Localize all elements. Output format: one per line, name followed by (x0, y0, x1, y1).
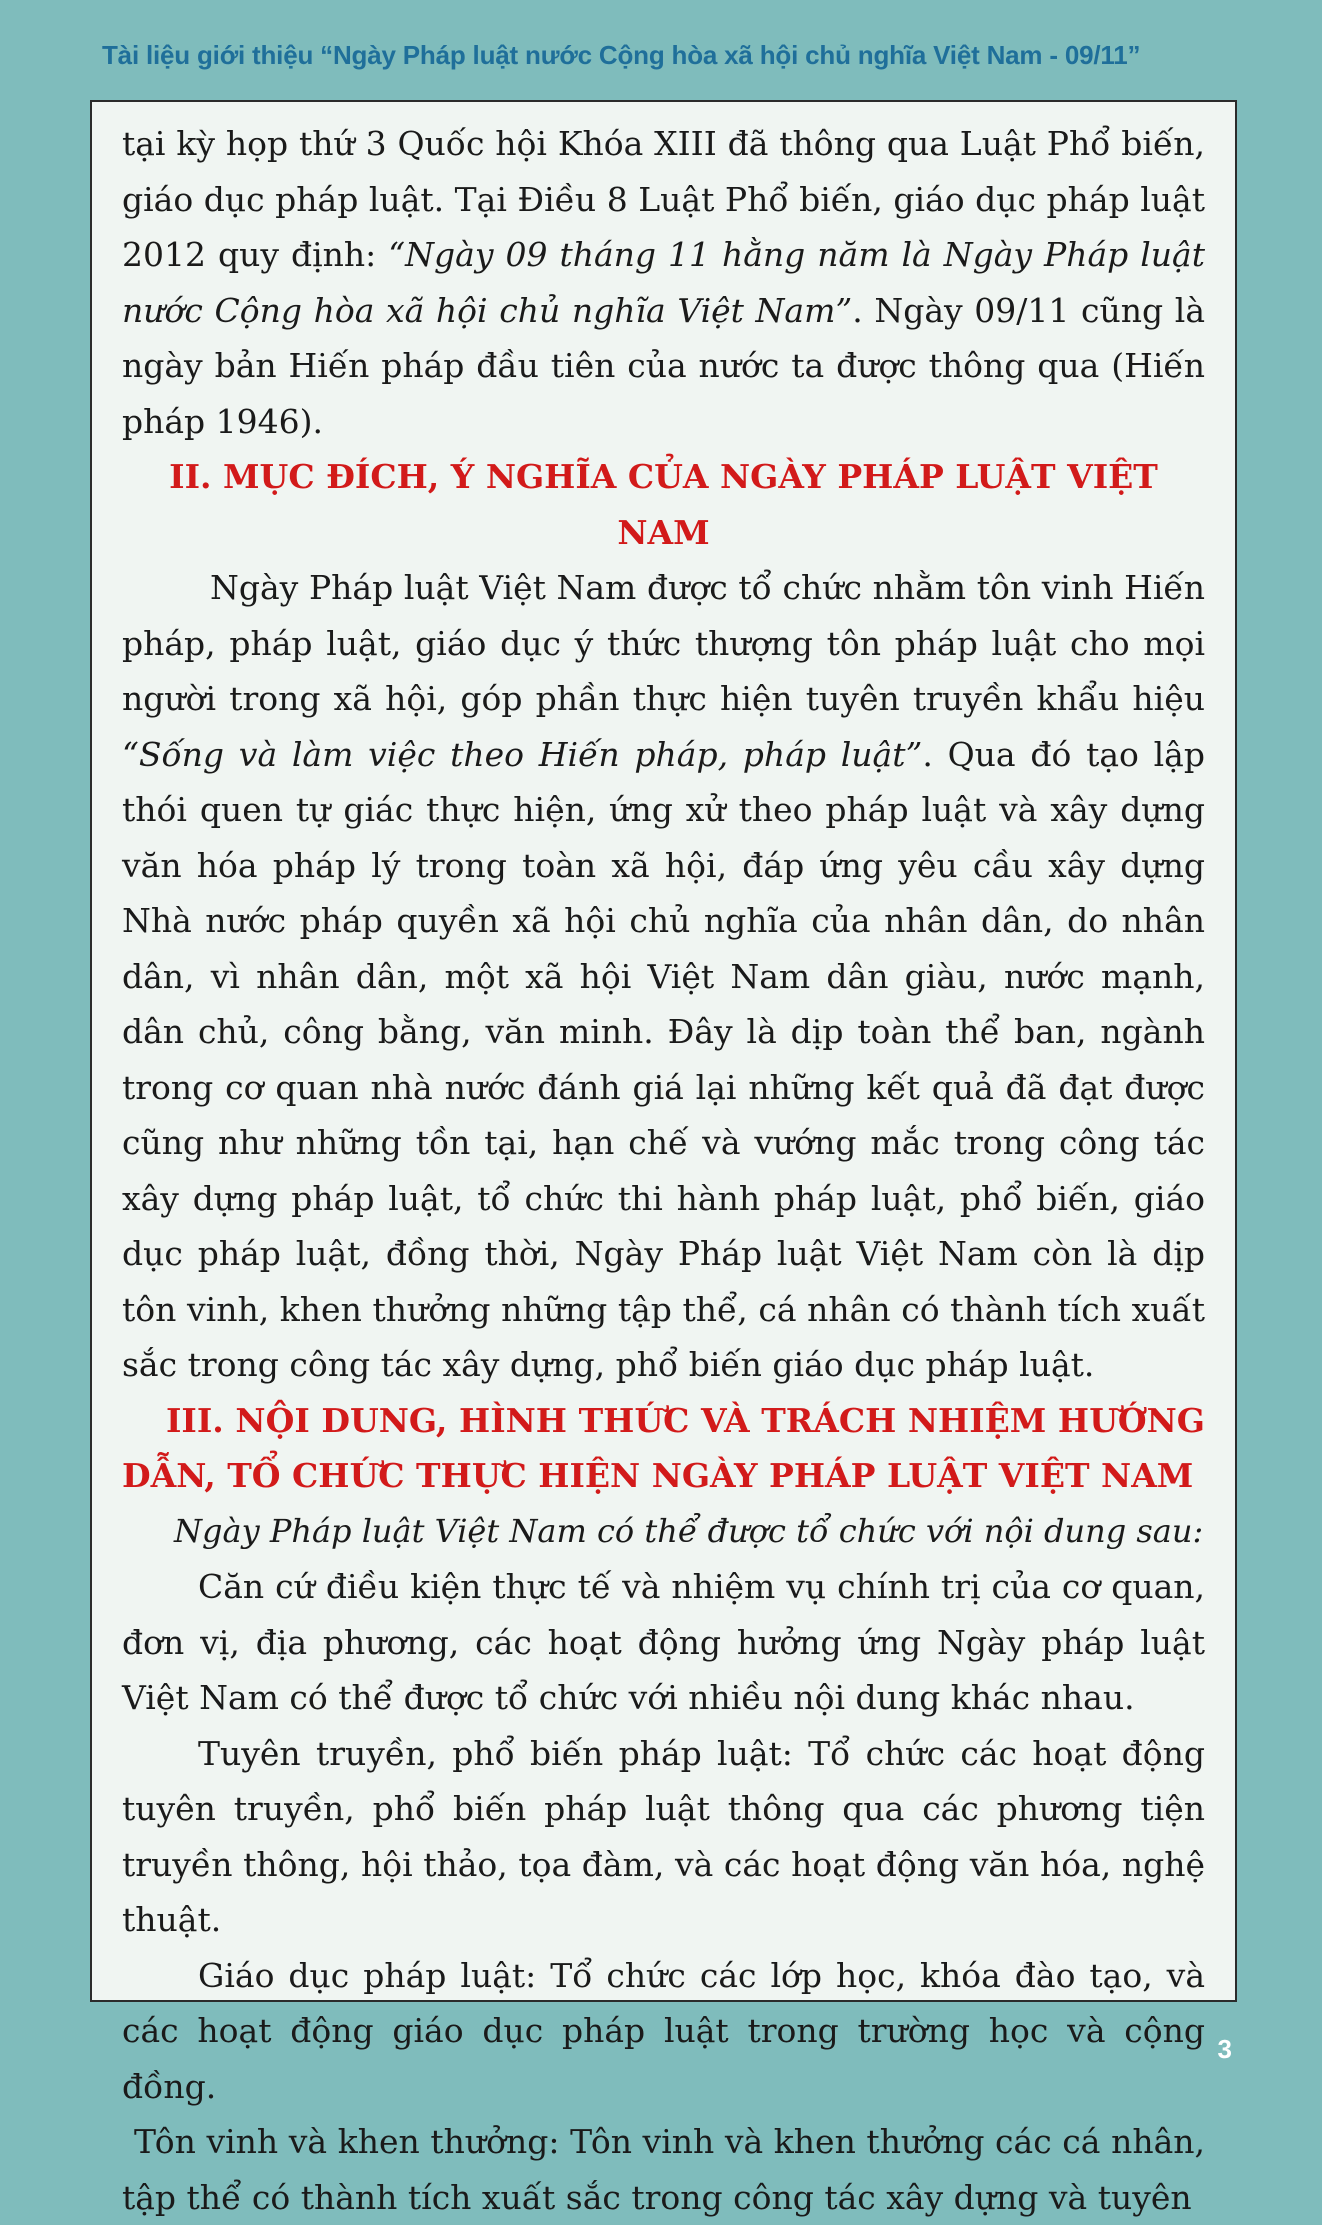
document-header-title: Tài liệu giới thiệu “Ngày Pháp luật nước Cộng hòa xã hội chủ nghĩa Việt Nam - 09/11” (102, 40, 1141, 70)
content-panel (90, 100, 1237, 2217)
quoted-law-text: “Ngày 09 tháng 11 hằng năm là Ngày Pháp luật nước Cộng hòa xã hội chủ nghĩa Việt Nam” (122, 235, 1205, 330)
section-heading-content: III. NỘI DUNG, HÌNH THỨC VÀ TRÁCH NHIỆM HƯỚNG DẪN, TỔ CHỨC THỰC HIỆN NGÀY PHÁP LUẬT VIỆT NAM (122, 1400, 1205, 1495)
page-number: 3 (1217, 2034, 1232, 2064)
paragraph-purpose (122, 560, 1205, 1393)
paragraph-law-adoption (122, 116, 1205, 449)
lead-sentence: Ngày Pháp luật Việt Nam có thể được tổ chức với nội dung sau: (174, 1511, 1204, 1550)
section-heading-purpose: II. MỤC ĐÍCH, Ý NGHĨA CỦA NGÀY PHÁP LUẬT VIỆT NAM (169, 457, 1158, 552)
paragraph-text: Ngày Pháp luật Việt Nam được tổ chức nhằm tôn vinh Hiến pháp, pháp luật, giáo dục ý thức thượng tôn pháp luật cho mọi người trong xã hội, góp phần thực hiện tuyên truyền khẩu hiệu (122, 568, 1205, 718)
paragraph-education: Giáo dục pháp luật: Tổ chức các lớp học, khóa đào tạo, và các hoạt động giáo dục pháp luật trong trường học và cộng đồng. (122, 1955, 1205, 2106)
paragraph-text: . Ngày 09/11 cũng là ngày bản Hiến pháp đầu tiên của nước ta được thông qua (Hiến pháp 1946). (122, 290, 1205, 441)
paragraph-text: tại kỳ họp thứ 3 Quốc hội Khóa XIII đã thông qua Luật Phổ biến, giáo dục pháp luật. Tại Điều 8 Luật Phổ biến, giáo dục pháp luật 2012 quy định: (122, 124, 1205, 274)
quoted-slogan: “Sống và làm việc theo Hiến pháp, pháp luật” (122, 734, 923, 774)
paragraph-text: . Qua đó tạo lập thói quen tự giác thực hiện, ứng xử theo pháp luật và xây dựng văn hóa pháp lý trong toàn xã hội, đáp ứng yêu cầu xây dựng Nhà nước pháp quyền xã hội chủ nghĩa của nhân dân, do nhân dân, vì nhân dân, một xã hội Việt Nam dân giàu, nước mạnh, dân chủ, công bằng, văn minh. Đây là dịp toàn thể ban, ngành trong cơ quan nhà nước đánh giá lại những kết quả đã đạt được cũng như những tồn tại, hạn chế và vướng mắc trong công tác xây dựng pháp luật, tổ chức thi hành pháp luật, phổ biến, giáo dục pháp luật, đồng thời, Ngày Pháp luật Việt Nam còn là dịp tôn vinh, khen thưởng những tập thể, cá nhân có thành tích xuất sắc trong công tác xây dựng, phổ biến giáo dục pháp luật. (122, 734, 1205, 1384)
paragraph-activities: Căn cứ điều kiện thực tế và nhiệm vụ chính trị của cơ quan, đơn vị, địa phương, các hoạt động hưởng ứng Ngày pháp luật Việt Nam có thể được tổ chức với nhiều nội dung khác nhau. (122, 1567, 1205, 1717)
paragraph-honoring: Tôn vinh và khen thưởng: Tôn vinh và khen thưởng các cá nhân, tập thể có thành tích xuất sắc trong công tác xây dựng và tuyên (122, 2122, 1205, 2217)
paragraph-propaganda: Tuyên truyền, phổ biến pháp luật: Tổ chức các hoạt động tuyên truyền, phổ biến pháp luật thông qua các phương tiện truyền thông, hội thảo, tọa đàm, và các hoạt động văn hóa, nghệ thuật. (122, 1733, 1205, 1939)
